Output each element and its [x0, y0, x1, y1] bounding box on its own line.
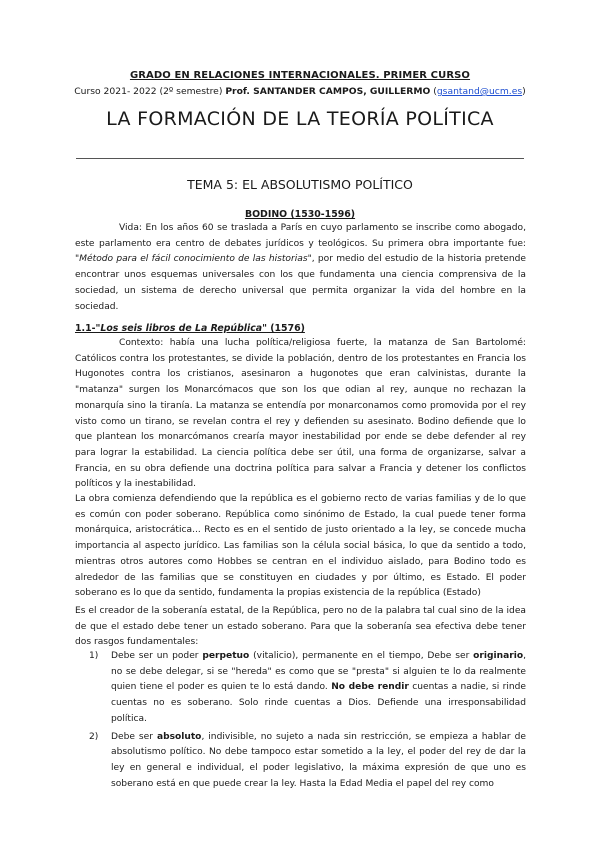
- course-title: GRADO EN RELACIONES INTERNACIONALES. PRIMER CURSO: [129, 70, 471, 81]
- traits-list: [75, 649, 526, 794]
- list-bold: perpetuo: [202, 651, 250, 661]
- vida-paragraph: [75, 221, 526, 315]
- list-text: cuentas a nadie, si rinde cuentas no es soberano. Solo rinde cuentas a Dios. Defiende una irresponsabilidad política.: [111, 682, 526, 724]
- professor-name: Prof. SANTANDER CAMPOS, GUILLERMO: [225, 86, 431, 97]
- list-text: (vitalicio), permanente en el tiempo, Debe ser: [249, 651, 474, 661]
- obra-paragraph: La obra comienza defendiendo que la república es el gobierno recto de varias familias y de lo que es común con poder soberano. República como sinónimo de Estado, la cual puede tener forma monárquica, aristocrática... Recto es en el sentido de justo orientado a la ley, se concede mucha importancia al aspecto jurídico. Las familias son la célula social básica, lo que da sentido a todo, mientras otros autores como Hobbes se centran en el individuo aislado, para Bodino todo es alrededor de las familias que se constituyen en ciudades y por último, es Estado. El poder soberano es lo que da sentido, fundamenta la propias existencia de la república (Estado): [75, 494, 526, 599]
- list-text: Debe ser: [111, 731, 157, 742]
- course-info: Curso 2021- 2022 (2º semestre): [74, 86, 223, 97]
- list-text: , no se debe delegar, si se "hereda" es como que se "presta" si alguien te lo da realmente quien tiene el poder es quien te lo está dando.: [111, 651, 526, 693]
- list-bold: absoluto: [156, 731, 202, 742]
- list-text: , indivisible, no sujeto a nada sin restricción, se empieza a hablar de absolutismo político. No debe tampoco estar sometido a la ley, el poder del rey de dar la ley en general e individual, el poder legislativo, la máxima expresión de que uno es soberano está en que puede crear la ley. Hasta la Edad Media el papel del rey como: [111, 731, 526, 789]
- list-bold: No debe rendir: [331, 682, 409, 693]
- list-item: [75, 649, 526, 728]
- list-bold: originario: [473, 651, 524, 661]
- bodino-heading: BODINO (1530-1596): [244, 209, 356, 220]
- vida-text-a: Vida: En los años 60 se traslada a París en cuyo parlamento se inscribe como abogado, este parlamento era centro de debates jurídicos y teológicos. Su primera obra importante fue:: [75, 223, 526, 249]
- email-link[interactable]: gsantand@ucm.es: [436, 86, 523, 97]
- soberania-paragraph: Es el creador de la soberanía estatal, de la República, pero no de la palabra tal cual sino de la idea de que el estado debe tener un estado soberano. Para que la soberanía sea efectiva debe tener dos rasgos fundamentales:: [75, 606, 526, 648]
- section-heading: [75, 323, 305, 334]
- list-number: 1): [89, 651, 99, 661]
- list-text: Debe ser un poder: [111, 651, 203, 661]
- section-prefix: 1.1-: [75, 323, 96, 334]
- course-info-line: Curso 2021- 2022 (2º semestre) Prof. SANTANDER CAMPOS, GUILLERMO (gsantand@ucm.es): [74, 86, 526, 97]
- horizontal-rule: [76, 158, 524, 159]
- vida-text-b: , por medio del estudio de la historia pretende encontrar unos esquemas universales con los que fundamenta una ciencia comprensiva de la sociedad, un sistema de derecho universal que permita organizar la vida del hombre en la sociedad.: [75, 254, 527, 312]
- contexto-paragraph: Contexto: había una lucha política/religiosa fuerte, la matanza de San Bartolomé: Católicos contra los protestantes, se divide la población, dentro de los protestantes en Francia los Hugonotes contra los cristianos, asesinaron a hugonotes que eran calvinistas, durante la "matanza" surgen los Monarcómacos que son los que odian al rey, aunque no rechazan la monarquía sino la tiranía. La matanza se entendía por monarconamos como promovida por el rey visto como un tirano, se revelan contra el rey y defienden su asesinato. Bodino defiende que lo que plantean los monarcómanos crearía mayor inestabilidad por ende se debe defender al rey para lograr la estabilidad. La ciencia política debe ser útil, una forma de organizarse, salvar a Francia, en su obra defiende una doctrina política para salvar a Francia y detener los conflictos políticos y la inestabilidad.: [75, 338, 526, 490]
- section-suffix: (1576): [266, 323, 305, 334]
- main-title: LA FORMACIÓN DE LA TEORÍA POLÍTICA: [106, 108, 494, 130]
- list-item: [75, 730, 526, 793]
- tema-title: TEMA 5: EL ABSOLUTISMO POLÍTICO: [187, 177, 413, 192]
- vida-work-title: "Método para el fácil conocimiento de las historias": [75, 254, 312, 265]
- section-title-italic: "Los seis libros de La República": [95, 323, 267, 334]
- list-number: 2): [89, 731, 99, 742]
